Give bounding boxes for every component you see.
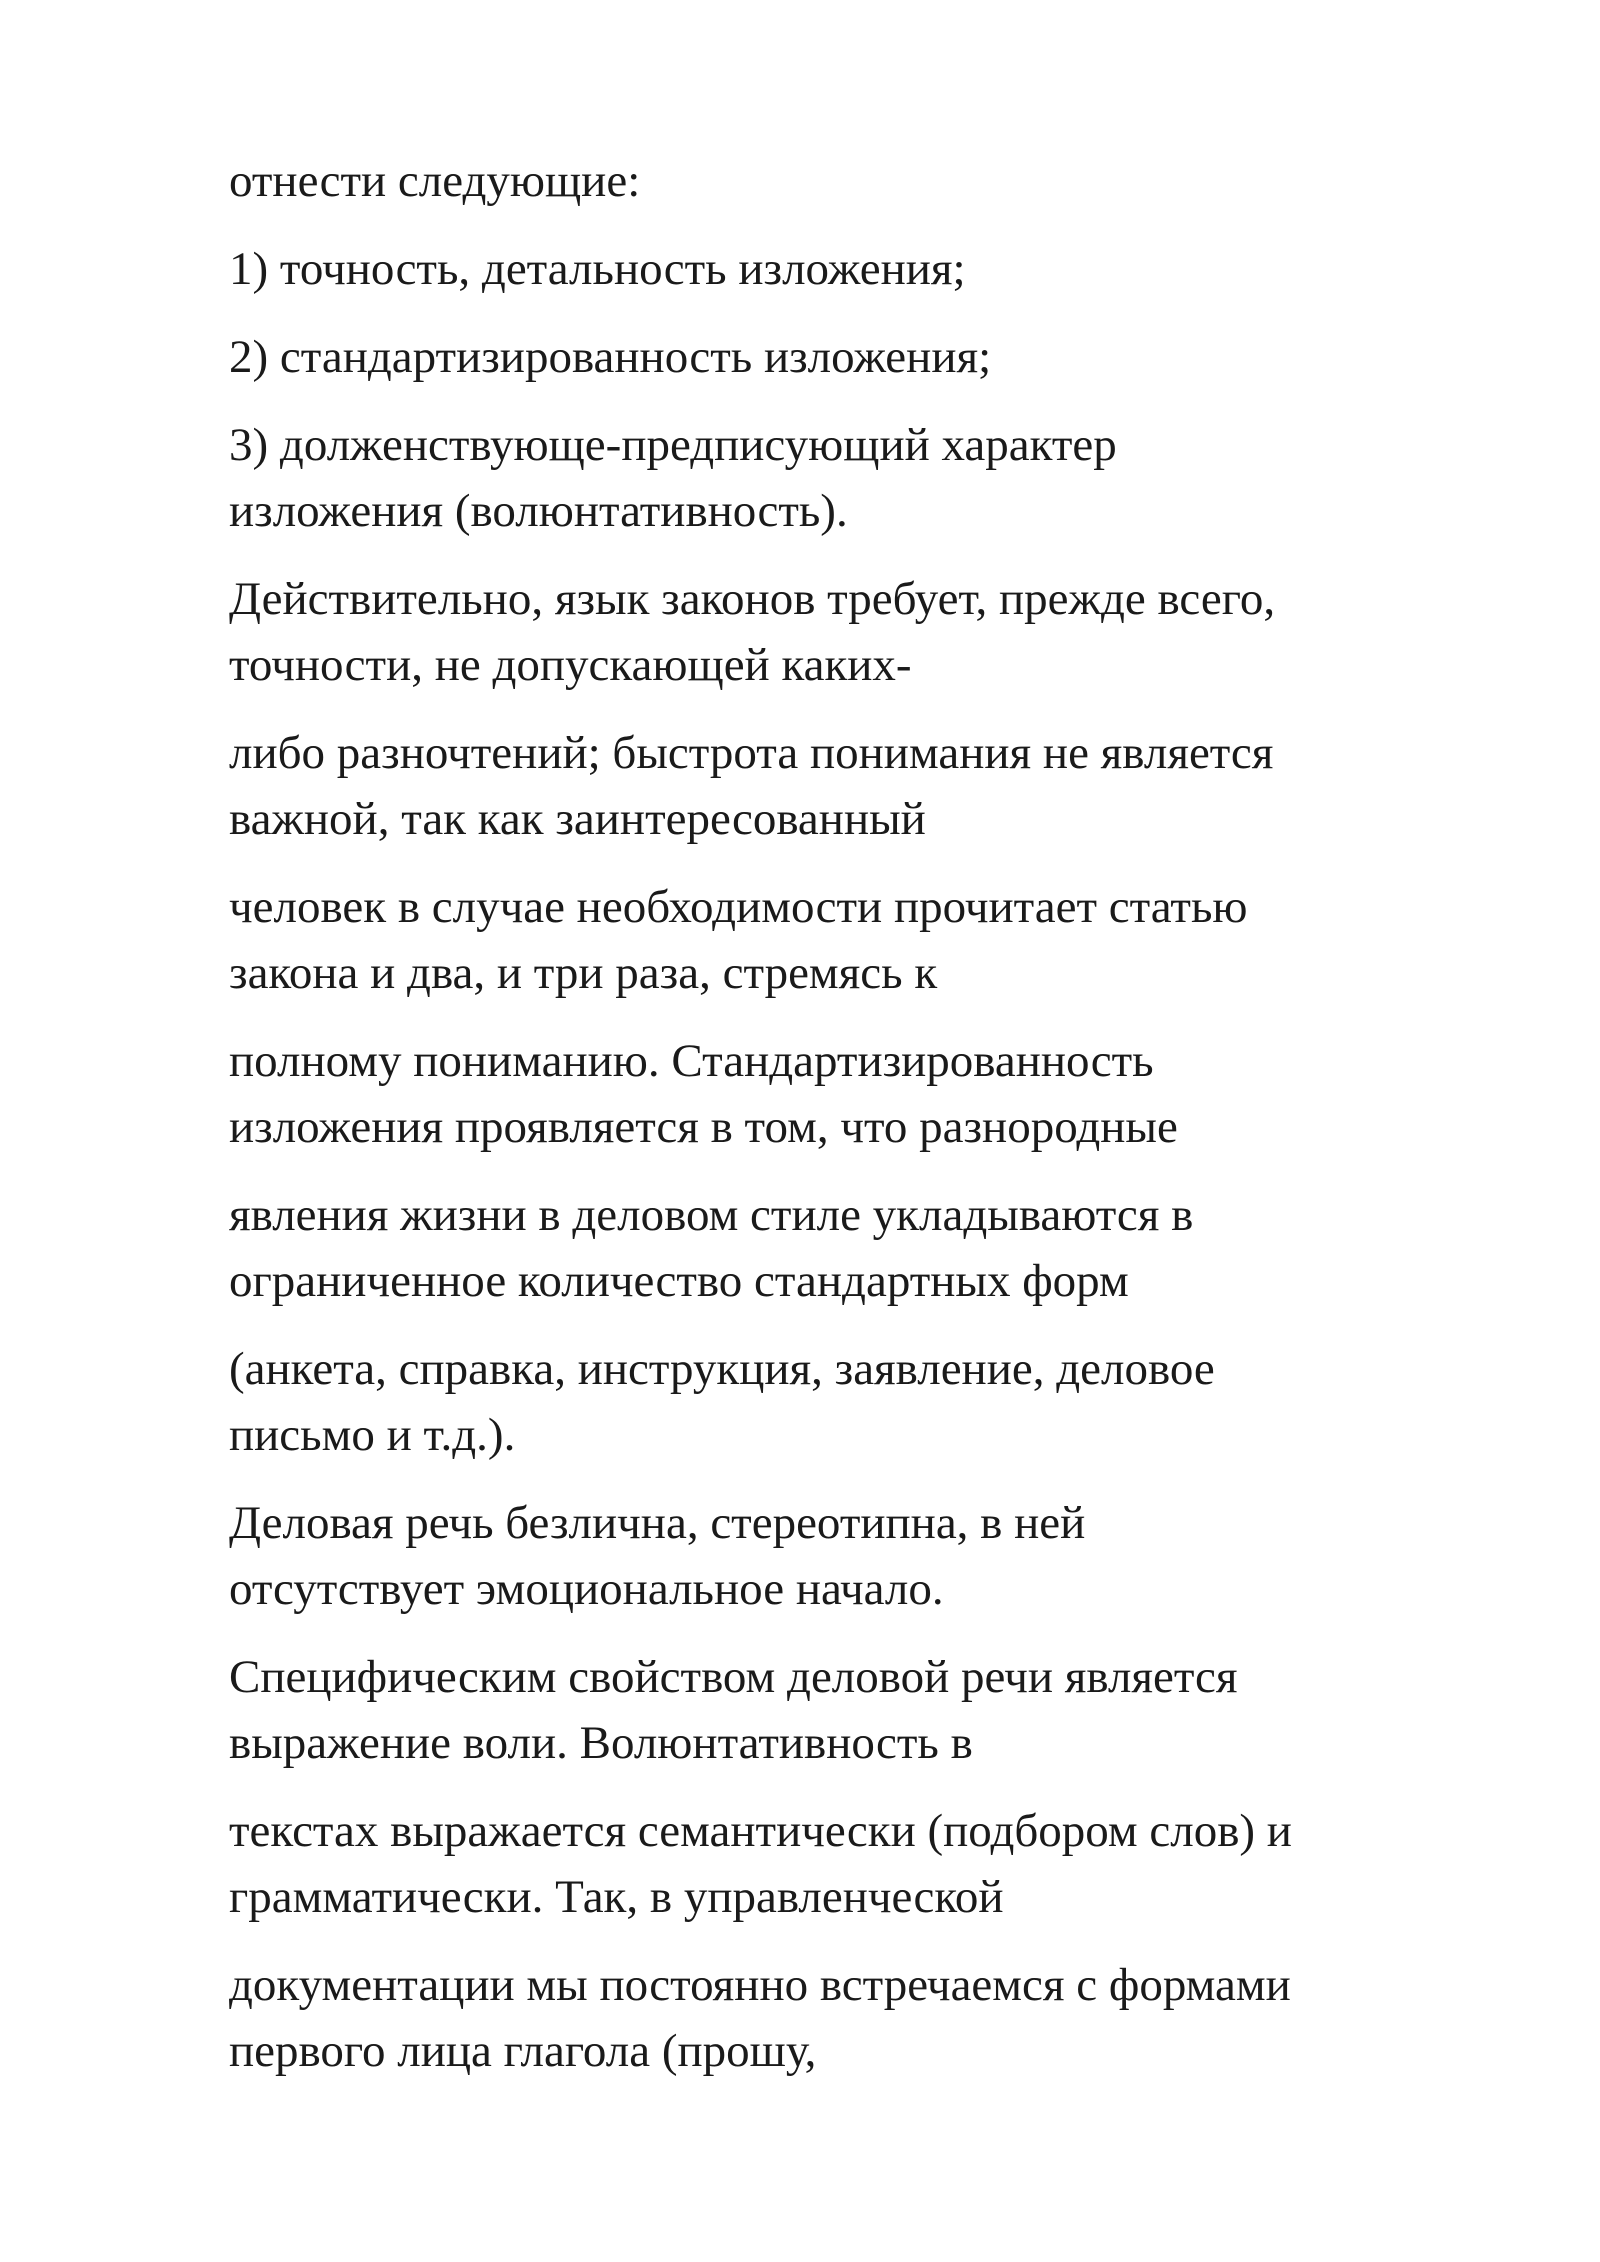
text-line: Деловая речь безлична, стереотипна, в ней	[229, 1497, 1086, 1549]
text-line: ограниченное количество стандартных форм	[229, 1255, 1129, 1307]
text-line: выражение воли. Волюнтативность в	[229, 1717, 973, 1769]
paragraph-2	[229, 236, 1479, 302]
text-line: изложения проявляется в том, что разнородные	[229, 1101, 1178, 1153]
text-line: человек в случае необходимости прочитает статью	[229, 881, 1248, 933]
text-line: 2) стандартизированность изложения;	[229, 331, 992, 383]
paragraph-10	[229, 1336, 1479, 1468]
text-line: изложения (волюнтативность).	[229, 485, 848, 537]
text-line: отсутствует эмоциональное начало.	[229, 1563, 944, 1615]
text-line: (анкета, справка, инструкция, заявление, деловое	[229, 1343, 1215, 1395]
text-line: полному пониманию. Стандартизированность	[229, 1035, 1154, 1087]
paragraph-1	[229, 148, 1479, 214]
paragraph-4	[229, 412, 1479, 544]
text-line: первого лица глагола (прошу,	[229, 2025, 817, 2077]
text-line: письмо и т.д.).	[229, 1409, 516, 1461]
paragraph-6	[229, 720, 1479, 852]
text-line: важной, так как заинтересованный	[229, 793, 926, 845]
text-line: грамматически. Так, в управленческой	[229, 1871, 1004, 1923]
text-line: Специфическим свойством деловой речи является	[229, 1651, 1238, 1703]
text-line: закона и два, и три раза, стремясь к	[229, 947, 938, 999]
text-line: либо разночтений; быстрота понимания не является	[229, 727, 1274, 779]
document-text	[229, 148, 1479, 2106]
text-line: текстах выражается семантически (подбором слов) и	[229, 1805, 1292, 1857]
text-line: точности, не допускающей каких-	[229, 639, 912, 691]
paragraph-5	[229, 566, 1479, 698]
text-line: отнести следующие:	[229, 155, 641, 207]
text-line: явления жизни в деловом стиле укладываются в	[229, 1189, 1194, 1241]
paragraph-11	[229, 1490, 1479, 1622]
paragraph-3	[229, 324, 1479, 390]
text-line: 3) долженствующе-предписующий характер	[229, 419, 1117, 471]
paragraph-9	[229, 1182, 1479, 1314]
text-line: документации мы постоянно встречаемся с формами	[229, 1959, 1291, 2011]
paragraph-14	[229, 1952, 1479, 2084]
paragraph-8	[229, 1028, 1479, 1160]
paragraph-7	[229, 874, 1479, 1006]
text-line: 1) точность, детальность изложения;	[229, 243, 966, 295]
paragraph-12	[229, 1644, 1479, 1776]
text-line: Действительно, язык законов требует, прежде всего,	[229, 573, 1276, 625]
paragraph-13	[229, 1798, 1479, 1930]
